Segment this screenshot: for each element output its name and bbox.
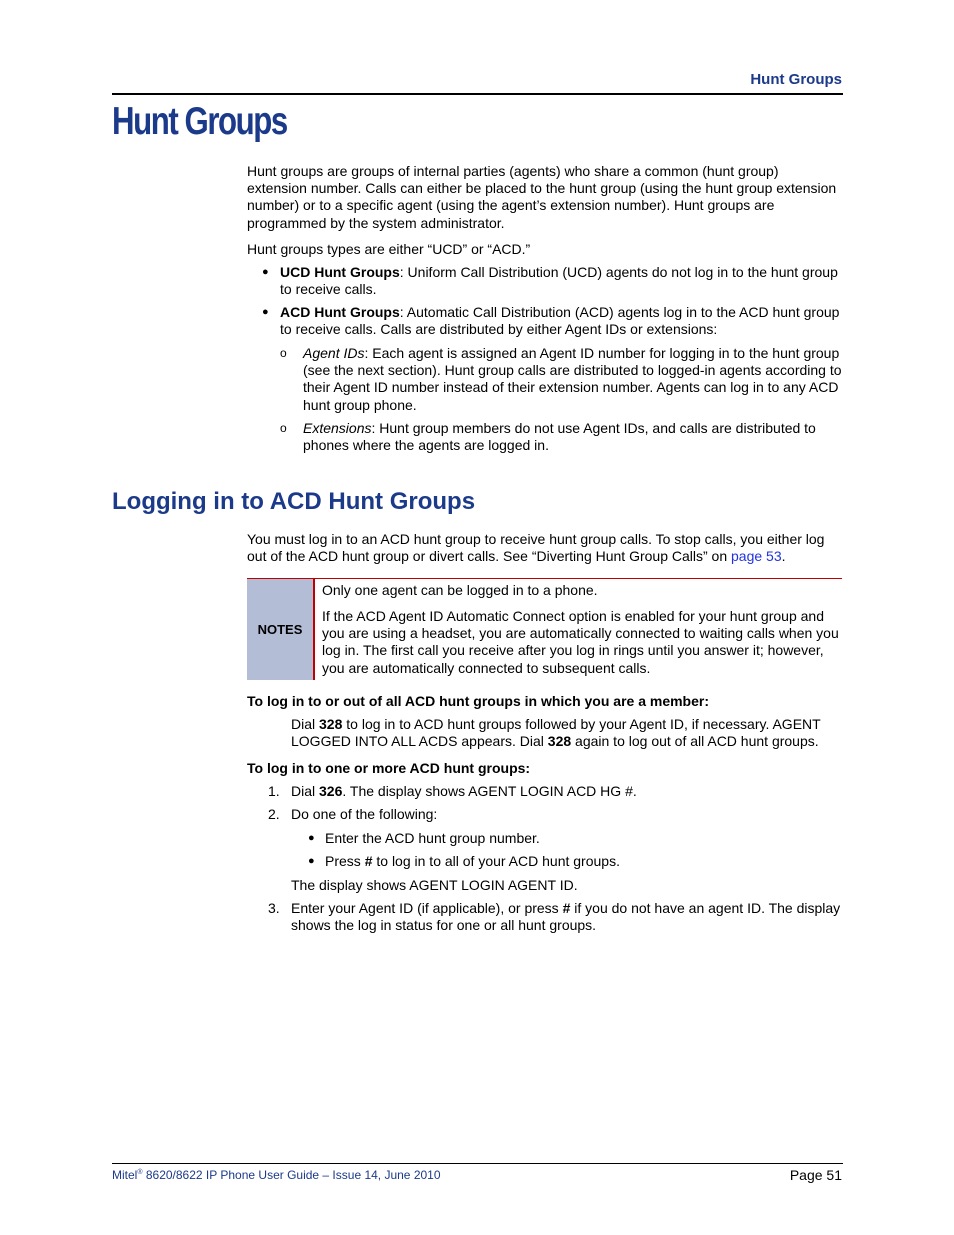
sub-bullet-icon: o: [280, 346, 287, 360]
intro-paragraph: Hunt groups are groups of internal parties (agents) who share a common (hunt group) extension number. Calls can either be placed to the hunt group (using the hunt group extension number) or to a specific agent (using the agent’s extension number). Hunt groups are programmed by the system administrator.: [247, 163, 837, 231]
step-number: 3.: [268, 900, 280, 916]
text-run: Dial: [291, 783, 320, 799]
step-1: [291, 783, 637, 800]
header-rule: [112, 93, 843, 95]
text-run: to log in to all of your ACD hunt groups.: [372, 853, 620, 869]
logging-in-paragraph: [247, 531, 842, 565]
sub-bullet-term: Extensions: [303, 420, 372, 436]
sub-bullet-icon: o: [280, 421, 287, 435]
dial-code: 326: [319, 783, 343, 799]
dial-code: 328: [547, 733, 572, 750]
notes-top-rule: [247, 578, 842, 579]
sub-bullet-agent-ids: [303, 345, 842, 414]
step-3: [291, 900, 842, 934]
bullet-icon: ●: [308, 832, 315, 844]
hunt-group-types-paragraph: Hunt groups types are either “UCD” or “ACD.”: [247, 241, 531, 257]
bullet-ucd: [280, 264, 842, 298]
note-auto-connect: If the ACD Agent ID Automatic Connect option is enabled for your hunt group and you are using a headset, you are automatically connected to waiting calls when you log in. The first call you receive after you log in rings until you answer it; however, you are automatically connected to subsequent calls.: [322, 608, 839, 676]
text-run: Dial: [291, 716, 320, 732]
bullet-term: UCD Hunt Groups: [280, 264, 400, 280]
bullet-text: : Automatic Call Distribution (ACD) agents log in to the ACD hunt group to receive calls. Calls are distributed by either Agent IDs or extensions:: [280, 304, 840, 338]
step-number: 2.: [268, 806, 280, 822]
key-symbol: #: [562, 900, 571, 916]
footer-rule: [112, 1163, 843, 1164]
step-number: 1.: [268, 783, 280, 799]
bullet-term: ACD Hunt Groups: [280, 304, 400, 320]
sub-bullet-extensions: [303, 420, 842, 454]
text-run: Enter your Agent ID (if applicable), or press: [291, 900, 563, 916]
bullet-icon: ●: [262, 306, 269, 318]
text-run: . The display shows AGENT LOGIN ACD HG #.: [342, 783, 637, 799]
footer-doc-name: 8620/8622 IP Phone User Guide – Issue 14, June 2010: [142, 1168, 441, 1182]
logging-in-text: You must log in to an ACD hunt group to receive hunt group calls. To stop calls, you either log out of the ACD hunt group or divert calls. See “Diverting Hunt Group Calls” on: [247, 531, 825, 565]
registered-mark: ®: [137, 1169, 143, 1176]
notes-label: NOTES: [247, 579, 313, 680]
procedure-all-text: [291, 716, 842, 750]
bullet-text: : Uniform Call Distribution (UCD) agents do not log in to the hunt group to receive calls.: [280, 264, 838, 298]
step-2-option-2: [325, 853, 620, 870]
dial-code: 328: [319, 716, 343, 732]
step-2: Do one of the following:: [291, 806, 438, 822]
footer-page-number: Page 51: [789, 1167, 842, 1183]
sub-bullet-term: Agent IDs: [303, 345, 365, 361]
procedure-heading-all: To log in to or out of all ACD hunt groups in which you are a member:: [247, 693, 709, 709]
section-title: Logging in to ACD Hunt Groups: [112, 488, 476, 515]
bullet-acd: [280, 304, 842, 338]
sub-bullet-text: : Each agent is assigned an Agent ID number for logging in to the hunt group (see the next section). Hunt group calls are distributed to logged-in agents according to their Agent ID number instead of their extension number. Agents can log in to any ACD hunt group phone.: [303, 345, 842, 413]
notes-divider: [313, 579, 315, 680]
notes-box: [247, 578, 842, 680]
footer-brand: Mitel: [112, 1168, 138, 1182]
bullet-icon: ●: [308, 855, 315, 867]
footer-document-title: [112, 1168, 441, 1182]
logging-in-end: .: [781, 548, 786, 565]
key-symbol: #: [364, 853, 373, 869]
text-run: to log in to ACD hunt groups followed by your Agent ID, if necessary. AGENT LOGGED INTO ALL ACDS appears. Dial: [291, 716, 821, 750]
page-title: Hunt Groups: [112, 100, 287, 143]
running-header-title: Hunt Groups: [750, 71, 842, 88]
procedure-heading-some: To log in to one or more ACD hunt groups:: [247, 760, 531, 776]
bullet-icon: ●: [262, 266, 269, 278]
sub-bullet-text: : Hunt group members do not use Agent IDs, and calls are distributed to phones where the agents are logged in.: [303, 420, 816, 454]
text-run: Press: [325, 853, 365, 869]
text-run: if you do not have an agent ID. The display shows the log in status for one or all hunt groups.: [291, 900, 841, 934]
note-one-agent: Only one agent can be logged in to a phone.: [322, 582, 598, 598]
step-2-option-1: Enter the ACD hunt group number.: [325, 830, 540, 846]
page-53-link[interactable]: page 53: [731, 548, 782, 565]
text-run: again to log out of all ACD hunt groups.: [571, 733, 819, 750]
step-2-result: The display shows AGENT LOGIN AGENT ID.: [291, 877, 578, 893]
